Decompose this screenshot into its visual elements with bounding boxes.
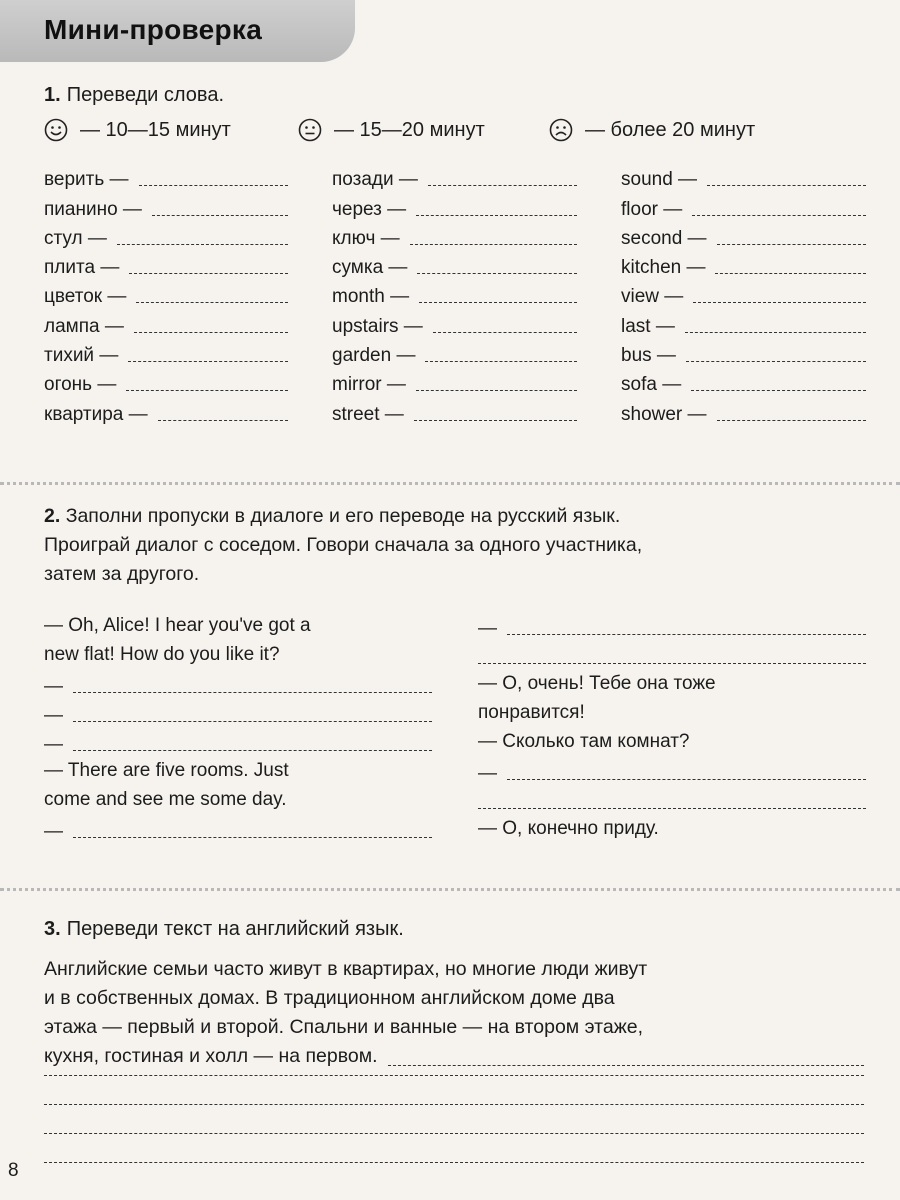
section3-number: 3. (44, 918, 61, 940)
section3-text (44, 955, 864, 1071)
dialog-russian (478, 611, 866, 843)
dialog-line: — Oh, Alice! I hear you've got a (44, 615, 311, 636)
word-item (44, 162, 288, 191)
answer-blank[interactable] (73, 750, 432, 751)
answer-blank[interactable] (417, 273, 577, 274)
answer-blank[interactable] (134, 332, 288, 333)
dialog-line: — О, очень! Тебе она тоже (478, 673, 716, 694)
word-label: верить — (44, 169, 129, 191)
dialog-blank-line (478, 756, 866, 785)
instruction-line: Проиграй диалог с соседом. Говори сначала за одного участника, (44, 534, 643, 556)
word-item (332, 221, 577, 250)
smiley-happy-icon (44, 118, 68, 142)
word-item (332, 338, 577, 367)
text-line: Английские семьи часто живут в квартирах, но многие люди живут (44, 958, 648, 980)
word-label: лампа — (44, 315, 124, 337)
answer-blank[interactable] (44, 1162, 864, 1163)
answer-blank[interactable] (433, 332, 577, 333)
word-label: sofa — (621, 374, 682, 396)
word-item (621, 338, 866, 367)
word-item (621, 367, 866, 396)
section2-instruction (44, 502, 864, 589)
word-item (332, 191, 577, 220)
answer-blank[interactable] (507, 634, 866, 635)
word-item (332, 250, 577, 279)
word-label: second — (621, 227, 707, 249)
dialog-blank-line (44, 669, 432, 698)
dialog-blank-line (44, 727, 432, 756)
answer-blank[interactable] (507, 779, 866, 780)
word-item (332, 162, 577, 191)
word-item (44, 367, 288, 396)
section1-number: 1. (44, 84, 61, 106)
answer-blank[interactable] (117, 244, 288, 245)
dialog-blank-line (44, 814, 432, 843)
dialog-blank-line (478, 611, 866, 640)
legend-text-medium: — 15—20 минут (334, 118, 485, 141)
word-item (621, 221, 866, 250)
answer-blank[interactable] (126, 390, 288, 391)
word-item (621, 191, 866, 220)
answer-blank[interactable] (685, 332, 866, 333)
word-item (621, 308, 866, 337)
word-label: shower — (621, 403, 707, 425)
answer-blank[interactable] (428, 185, 577, 186)
answer-blank[interactable] (139, 185, 288, 186)
answer-blank[interactable] (416, 215, 577, 216)
dialog-line: — There are five rooms. Just (44, 760, 289, 781)
section-divider (0, 888, 900, 891)
word-item (621, 279, 866, 308)
section1-instruction: Переведи слова. (66, 84, 225, 106)
answer-blank[interactable] (707, 185, 866, 186)
word-label: last — (621, 315, 675, 337)
word-label: view — (621, 286, 684, 308)
answer-blank[interactable] (128, 361, 288, 362)
answer-blank[interactable] (73, 692, 432, 693)
text-line: этажа — первый и второй. Спальни и ванные — на втором этаже, (44, 1016, 644, 1038)
answer-blank[interactable] (717, 244, 866, 245)
answer-blank[interactable] (73, 721, 432, 722)
answer-blank[interactable] (691, 390, 866, 391)
word-label: стул — (44, 227, 107, 249)
word-column-3 (621, 162, 866, 426)
word-label: bus — (621, 345, 676, 367)
dialog-line: come and see me some day. (44, 789, 287, 810)
text-line: и в собственных домах. В традиционном английском доме два (44, 987, 615, 1009)
answer-blank[interactable] (717, 420, 866, 421)
answer-blank[interactable] (44, 1075, 864, 1076)
word-item (44, 191, 288, 220)
word-item (332, 308, 577, 337)
word-label: плита — (44, 257, 120, 279)
word-label: month — (332, 286, 410, 308)
dialog-line: — Сколько там комнат? (478, 731, 690, 752)
dialog-line: new flat! How do you like it? (44, 644, 280, 665)
answer-blank[interactable] (136, 302, 288, 303)
answer-blank[interactable] (414, 420, 577, 421)
legend-item-fast (44, 118, 231, 142)
word-label: mirror — (332, 374, 406, 396)
page-title: Мини-проверка (44, 14, 263, 45)
page-number: 8 (8, 1160, 19, 1181)
dialog-blank-line (478, 640, 866, 669)
section2-number: 2. (44, 505, 61, 527)
word-item (44, 338, 288, 367)
word-item (44, 250, 288, 279)
word-item (621, 396, 866, 425)
legend-text-fast: — 10—15 минут (80, 118, 231, 141)
answer-blank[interactable] (158, 420, 288, 421)
legend-item-slow (549, 118, 755, 142)
word-label: floor — (621, 198, 683, 220)
dash-label: — (44, 676, 63, 697)
word-label: пианино — (44, 198, 142, 220)
word-label: sound — (621, 169, 698, 191)
word-label: upstairs — (332, 315, 423, 337)
answer-blank[interactable] (692, 215, 866, 216)
word-column-1 (44, 162, 288, 426)
section1-heading (44, 84, 224, 107)
word-label: квартира — (44, 403, 148, 425)
word-label: позади — (332, 169, 418, 191)
dialog-line: понравится! (478, 702, 585, 723)
word-label: street — (332, 403, 404, 425)
dash-label: — (478, 763, 497, 784)
dash-label: — (44, 705, 63, 726)
word-label: цветок — (44, 286, 127, 308)
answer-blank[interactable] (44, 1133, 864, 1134)
section3-instruction: Переведи текст на английский язык. (66, 918, 404, 940)
header-bar (0, 0, 355, 62)
smiley-neutral-icon (298, 118, 322, 142)
dialog-line: — О, конечно приду. (478, 818, 659, 839)
word-item (621, 162, 866, 191)
dash-label: — (478, 618, 497, 639)
answer-blank[interactable] (44, 1104, 864, 1105)
word-item (44, 396, 288, 425)
text-line: кухня, гостиная и холл — на первом. (44, 1045, 378, 1067)
word-label: тихий — (44, 345, 119, 367)
word-item (44, 308, 288, 337)
smiley-sad-icon (549, 118, 573, 142)
instruction-text: Заполни пропуски в диалоге и его переводе на русский язык. (65, 505, 621, 527)
word-item (332, 367, 577, 396)
dash-label: — (44, 734, 63, 755)
answer-blank[interactable] (419, 302, 577, 303)
answer-blank[interactable] (478, 663, 866, 664)
word-label: ключ — (332, 227, 400, 249)
answer-blank[interactable] (129, 273, 288, 274)
answer-blank[interactable] (152, 215, 288, 216)
legend-item-medium (298, 118, 485, 142)
dialog-blank-line (44, 698, 432, 727)
section-divider (0, 482, 900, 485)
dash-label: — (44, 821, 63, 842)
answer-blank[interactable] (73, 837, 432, 838)
legend-text-slow: — более 20 минут (585, 118, 756, 141)
instruction-line (44, 502, 864, 531)
instruction-line: затем за другого. (44, 563, 200, 585)
word-label: kitchen — (621, 257, 706, 279)
word-label: сумка — (332, 257, 408, 279)
answer-blank[interactable] (388, 1065, 864, 1066)
dialog-blank-line (478, 785, 866, 814)
dialog-english (44, 611, 432, 843)
answer-blank[interactable] (416, 390, 577, 391)
time-legend (44, 118, 870, 152)
answer-blank[interactable] (693, 302, 866, 303)
word-item (621, 250, 866, 279)
word-item (44, 279, 288, 308)
answer-blank[interactable] (686, 361, 866, 362)
word-label: через — (332, 198, 407, 220)
answer-blank[interactable] (425, 361, 577, 362)
section3-heading (44, 918, 404, 941)
answer-blank[interactable] (410, 244, 577, 245)
word-item (44, 221, 288, 250)
word-item (332, 396, 577, 425)
answer-blank[interactable] (715, 273, 866, 274)
word-label: garden — (332, 345, 416, 367)
word-label: огонь — (44, 374, 117, 396)
answer-blank[interactable] (478, 808, 866, 809)
text-line-last (44, 1042, 864, 1071)
word-column-2 (332, 162, 577, 426)
word-item (332, 279, 577, 308)
